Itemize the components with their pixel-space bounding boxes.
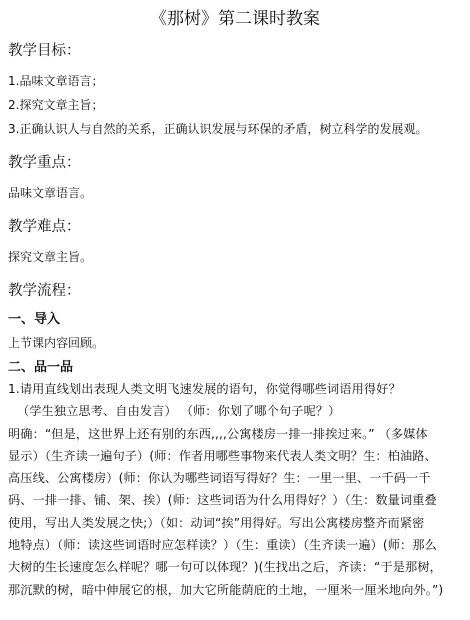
section-intro-heading: 一、导入 — [8, 312, 61, 327]
body-line: 大树的生长速度怎么样呢？哪一句可以体现？)(生找出之后，齐读：“于是那树， — [8, 560, 442, 575]
body-line: 那沉默的树，暗中伸展它的根，加大它所能荫庇的土地，一厘米一厘米地向外。”) — [8, 582, 444, 597]
body-line: 1.请用直线划出表现人类文明飞速发展的语句，你觉得哪些词语用得好？ — [8, 382, 401, 396]
goal-item-3: 3.正确认识人与自然的关系，正确认识发展与环保的矛盾，树立科学的发展观。 — [8, 122, 428, 136]
focus-heading: 教学重点： — [8, 155, 81, 171]
process-heading: 教学流程： — [8, 283, 81, 299]
body-line: 地特点）（师：读这些词语时应怎样读？）（生：重读）（生齐读一遍）(师：那么 — [8, 538, 437, 553]
spacer — [8, 62, 462, 72]
body-line: 显示）（生齐读一遍句子）(师：作者用哪些事物来代表人类文明？生：柏油路、 — [8, 448, 437, 463]
section-intro-text: 上节课内容回顾。 — [8, 336, 105, 350]
body-line: （学生独立思考、自由发言） （师：你划了哪个句子呢？） — [17, 404, 341, 419]
goals-heading: 教学目标： — [8, 43, 81, 59]
section-taste-body — [8, 378, 462, 601]
focus-text: 品味文章语言。 — [8, 186, 93, 200]
document-title: 《那树》第二课时教案 — [150, 9, 320, 29]
difficulty-text: 探究文章主旨。 — [8, 250, 93, 264]
goal-item-2: 2.探究文章主旨； — [8, 98, 104, 112]
body-line: 使用，写出人类发展之快;）（如：动词“挨”用得好。写出公寓楼房整齐而紧密 — [8, 515, 425, 530]
body-line: 码、一排一排、铺、架、挨）(师：这些词语为什么用得好？）（生：数量词重叠 — [8, 493, 437, 508]
body-line: 高压线、公寓楼房）(师：你认为哪些词语写得好？生：一里一里、一千码一千 — [8, 471, 431, 486]
section-taste-heading: 二、品一品 — [8, 360, 74, 375]
difficulty-heading: 教学难点： — [8, 219, 81, 235]
body-line: 明确：“但是，这世界上还有别的东西,,,,公寓楼房一排一排挨过来。” （多媒体 — [8, 426, 428, 441]
goal-item-1: 1.品味文章语言； — [8, 74, 104, 88]
